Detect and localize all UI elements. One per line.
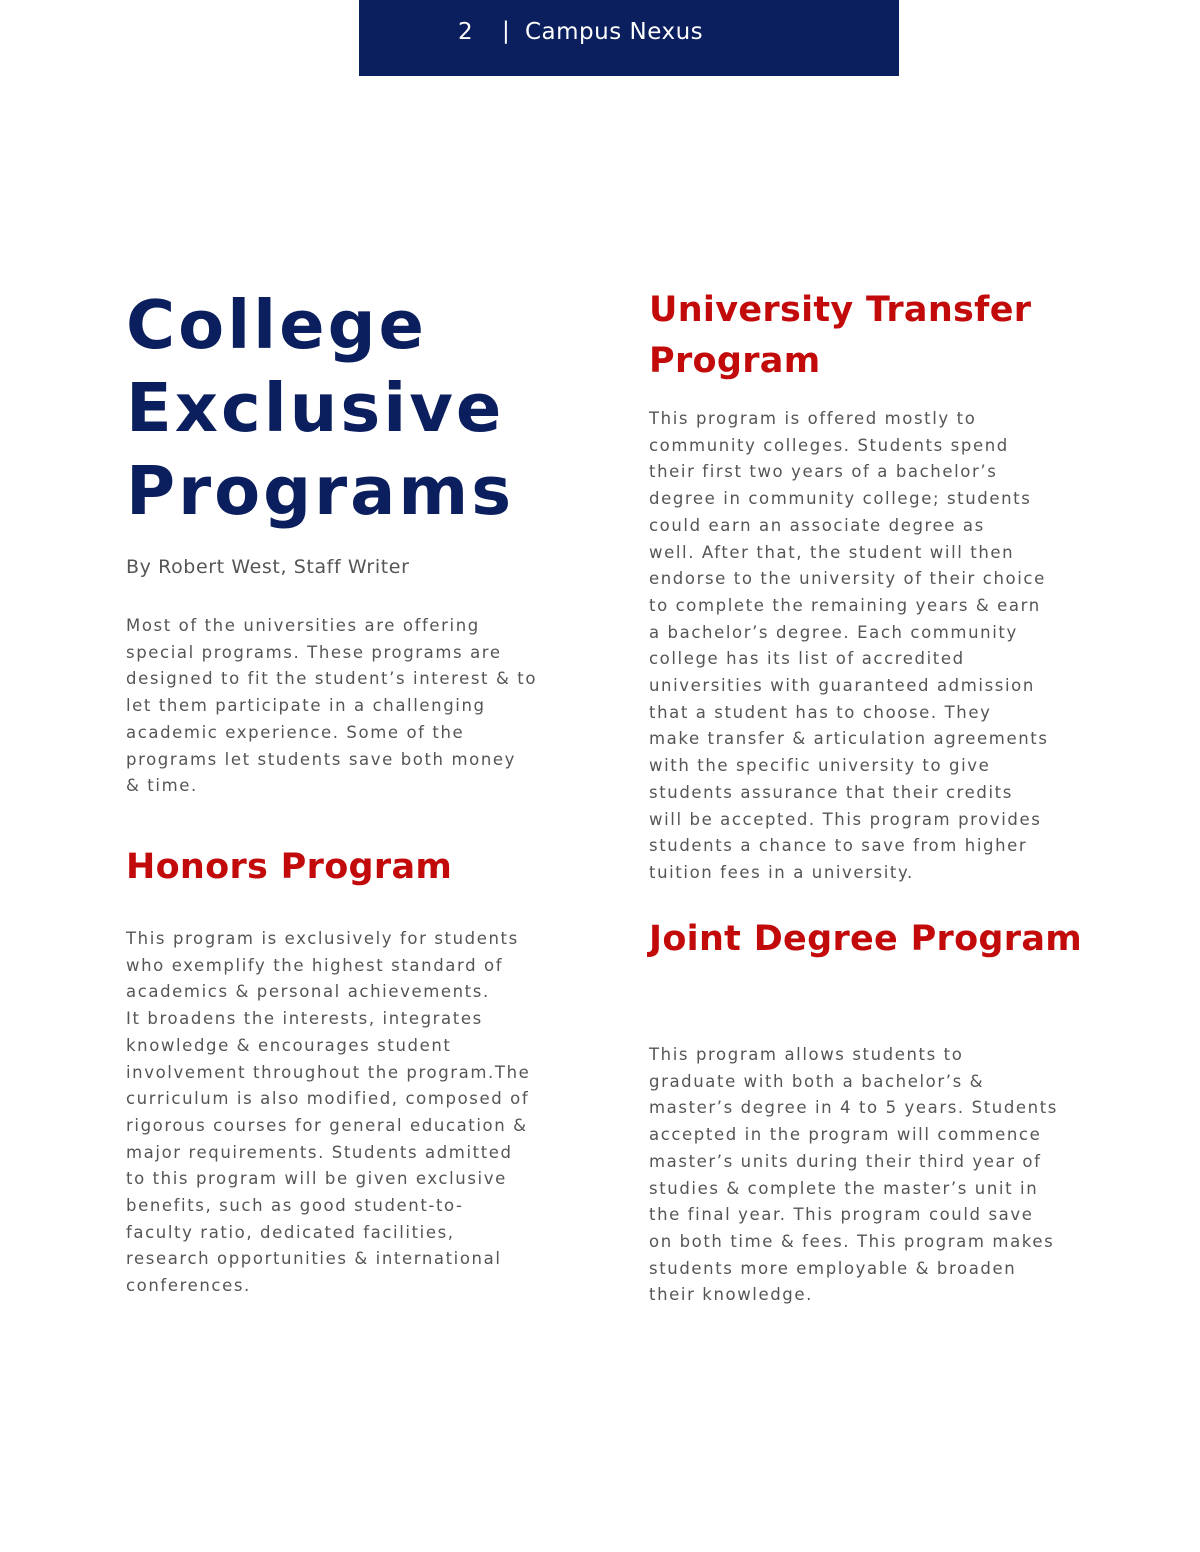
joint-body: This program allows students to graduate with both a bachelor’s & master’s degree in 4 to 5 years. Students accepted in the program will commence master’s units during their third year of studies & complete the master’s unit in the final year. This program could save on both time & fees. This program makes students more employable & broaden their knowledge. — [649, 1045, 1058, 1305]
article-title: College Exclusive Programs — [126, 286, 515, 530]
page-number: 2 — [458, 19, 474, 45]
honors-heading: Honors Program — [126, 847, 453, 887]
header-separator: | — [502, 18, 511, 44]
article-intro: Most of the universities are offering special programs. These programs are designed to fit the student’s interest & to let them participate in a challenging academic experience. Some of the programs let students save both money & time. — [126, 616, 538, 796]
publication-name: Campus Nexus — [525, 19, 704, 45]
transfer-body: This program is offered mostly to community colleges. Students spend their first two years of a bachelor’s degree in community college; students could earn an associate degree as well. After that, the student will then endorse to the university of their choice to complete the remaining years & earn a bachelor’s degree. Each community college has its list of accredited universities with guaranteed admission that a student has to choose. They make transfer & articulation agreements with the specific university to give students assurance that their credits will be accepted. This program provides students a chance to save from higher tuition fees in a university. — [649, 409, 1049, 882]
honors-body: This program is exclusively for students who exemplify the highest standard of academics & personal achievements. It broadens the interests, integrates knowledge & encourages student involvement throughout the program.The curriculum is also modified, composed of rigorous courses for general education & major requirements. Students admitted to this program will be given exclusive benefits, such as good student-to- faculty ratio, dedicated facilities, research opportunities & international conferences. — [126, 929, 531, 1296]
joint-heading: Joint Degree Program — [649, 919, 1083, 959]
byline: By Robert West, Staff Writer — [126, 556, 410, 578]
header-bar — [359, 0, 899, 76]
transfer-heading: University Transfer Program — [649, 290, 1032, 381]
